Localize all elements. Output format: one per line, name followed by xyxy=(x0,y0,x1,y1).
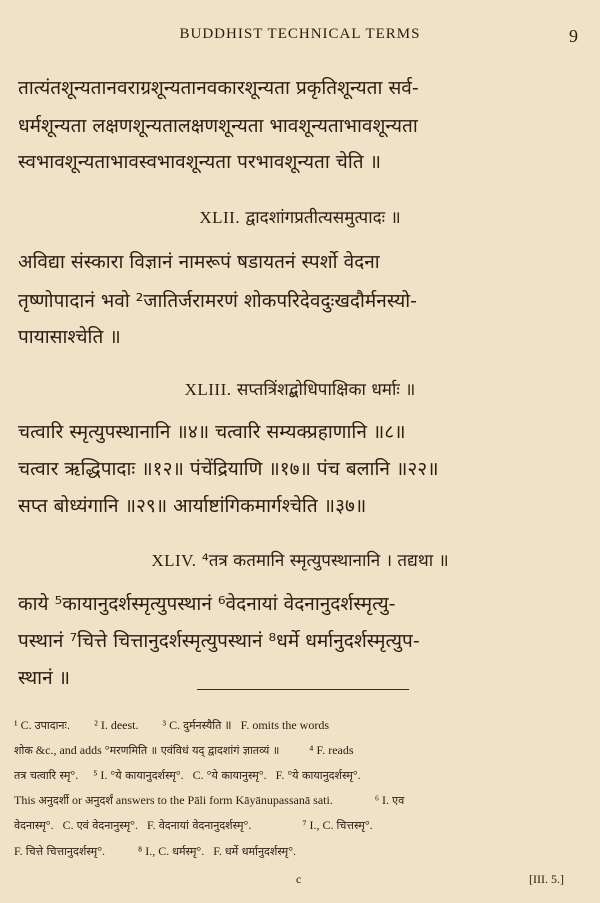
page-footer xyxy=(0,872,600,888)
footnote-text: °. C. xyxy=(45,818,77,832)
section-heading xyxy=(0,205,600,228)
footnote-sanskrit: धर्मस्मृ xyxy=(172,845,197,858)
footnote-sanskrit: अनुदर्शं xyxy=(85,794,113,807)
footnote-text: °. ⁵ I. ° xyxy=(70,768,116,782)
footnote-text: F. xyxy=(14,844,26,858)
footnote-sanskrit: वेदनास्मृ xyxy=(14,819,46,832)
footnote-text: This xyxy=(14,793,39,807)
section-title: सप्तत्रिंशद्बोधिपाक्षिका धर्माः ॥ xyxy=(236,380,416,400)
section-number: XLIV. xyxy=(151,551,197,570)
footnote-divider xyxy=(197,689,409,690)
footnote-sanskrit: धर्मे धर्मानुदर्शस्मृ xyxy=(224,845,289,858)
section-heading xyxy=(0,548,600,571)
body-line: धर्मशून्यता लक्षणशून्यतालक्षणशून्यता भावशून्यताभावशून्यता xyxy=(18,115,418,137)
section-line: अविद्या संस्कारा विज्ञानं नामरूपं षडायतनं स्पर्शो वेदना xyxy=(18,251,380,273)
footnote-line xyxy=(14,766,592,785)
footnote-sanskrit: चित्ते चित्तानुदर्शस्मृ xyxy=(25,845,98,858)
footnote-text: °. C. ° xyxy=(175,768,212,782)
footnote-sanskrit: ये कायानुदर्शस्मृ xyxy=(292,769,353,782)
footnote-text: answers to the Pāli form Kāyānupassanā sati. ⁶ I. xyxy=(112,793,392,807)
footnote-text: °. ⁸ I., C. xyxy=(97,844,173,858)
footnote-text: °. ⁷ I., C. xyxy=(243,818,337,832)
body-line: तात्यंतशून्यतानवराग्रशून्यतानवकारशून्यता प्रकृतिशून्यता सर्व- xyxy=(18,77,419,99)
section-title: ⁴तत्र कतमानि स्मृत्युपस्थानानि । तद्यथा ॥ xyxy=(201,551,449,571)
footnote-sanskrit: मरणमिति ॥ एवंविधं यद् द्वादशांगं ज्ञातव्यं ॥ xyxy=(109,744,280,757)
footnote-text: °. xyxy=(288,844,297,858)
body-line: स्वभावशून्यताभावस्वभावशून्यता परभावशून्यता चेति ॥ xyxy=(18,151,382,173)
footnote-sanskrit: अनुदर्शी xyxy=(38,794,70,807)
footnote-sanskrit: एव xyxy=(392,794,405,807)
footnote-sanskrit: ये कायानुदर्शस्मृ xyxy=(115,769,176,782)
footnote-line xyxy=(14,741,592,760)
footnote-text: &c., and adds ° xyxy=(32,743,110,757)
footnote-line xyxy=(14,791,592,810)
footnote-text: ¹ C. xyxy=(14,718,35,732)
footnote-text: °. xyxy=(364,818,373,832)
page-number: 9 xyxy=(569,26,578,46)
section-line: काये ⁵कायानुदर्शस्मृत्युपस्थानं ⁶वेदनायां वेदनानुदर्शस्मृत्यु- xyxy=(18,593,396,615)
footnote-sanskrit: तत्र चत्वारि स्मृ xyxy=(14,769,71,782)
section-line: पायासाश्चेति ॥ xyxy=(18,326,121,348)
footnote-text: °. F. ° xyxy=(258,768,293,782)
footnote-text: °. F. xyxy=(130,818,159,832)
footnote-sanskrit: शोक xyxy=(14,744,33,757)
footnote-sanskrit: उपादानः. xyxy=(34,719,71,732)
running-title: BUDDHIST TECHNICAL TERMS xyxy=(179,26,421,42)
footnote-line xyxy=(14,842,592,861)
footnote-text: ॥ F. omits the words xyxy=(221,718,329,732)
section-line: चत्वार ऋद्धिपादाः ॥१२॥ पंचेंद्रियाणि ॥१७॥ पंच बलानि ॥२२॥ xyxy=(18,458,439,480)
footnote-line xyxy=(14,816,592,835)
section-line: पस्थानं ⁷चित्ते चित्तानुदर्शस्मृत्युपस्थानं ⁸धर्मे धर्मानुदर्शस्मृत्युप- xyxy=(18,630,420,652)
section-line: स्थानं ॥ xyxy=(18,667,71,689)
section-number: XLIII. xyxy=(184,380,232,399)
footnote-sanskrit: ये कायानुस्मृ xyxy=(211,769,259,782)
footnote-sanskrit: एवं वेदनानुस्मृ xyxy=(76,819,131,832)
section-title: द्वादशांगप्रतीत्यसमुत्पादः ॥ xyxy=(245,208,401,228)
footnote-text: °. xyxy=(352,768,361,782)
footnote-text: ⁴ F. reads xyxy=(279,743,354,757)
section-heading xyxy=(0,377,600,400)
section-line: चत्वारि स्मृत्युपस्थानानि ॥४॥ चत्वारि सम्यक्प्रहाणानि ॥८॥ xyxy=(18,421,406,443)
footnote-text: °. F. xyxy=(196,844,225,858)
section-line: तृष्णोपादानं भवो ²जातिर्जरामरणं शोकपरिदेवदुःखदौर्मनस्यो- xyxy=(18,290,418,312)
footnote-sanskrit: वेदनायां वेदनानुदर्शस्मृ xyxy=(158,819,244,832)
section-number: XLII. xyxy=(199,208,241,227)
printer-signature: c xyxy=(296,872,302,886)
footnote-text: or xyxy=(69,793,86,807)
page-header xyxy=(0,26,600,48)
footnote-line xyxy=(14,716,592,735)
footnote-sanskrit: दुर्मनस्यैति xyxy=(183,719,222,732)
sheet-mark: [III. 5.] xyxy=(529,872,564,886)
section-line: सप्त बोध्यंगानि ॥२९॥ आर्याष्टांगिकमार्गश्चेति ॥३७॥ xyxy=(18,495,367,517)
footnote-sanskrit: चित्तस्मृ xyxy=(336,819,365,832)
footnote-text: ² I. deest. ³ C. xyxy=(70,718,184,732)
